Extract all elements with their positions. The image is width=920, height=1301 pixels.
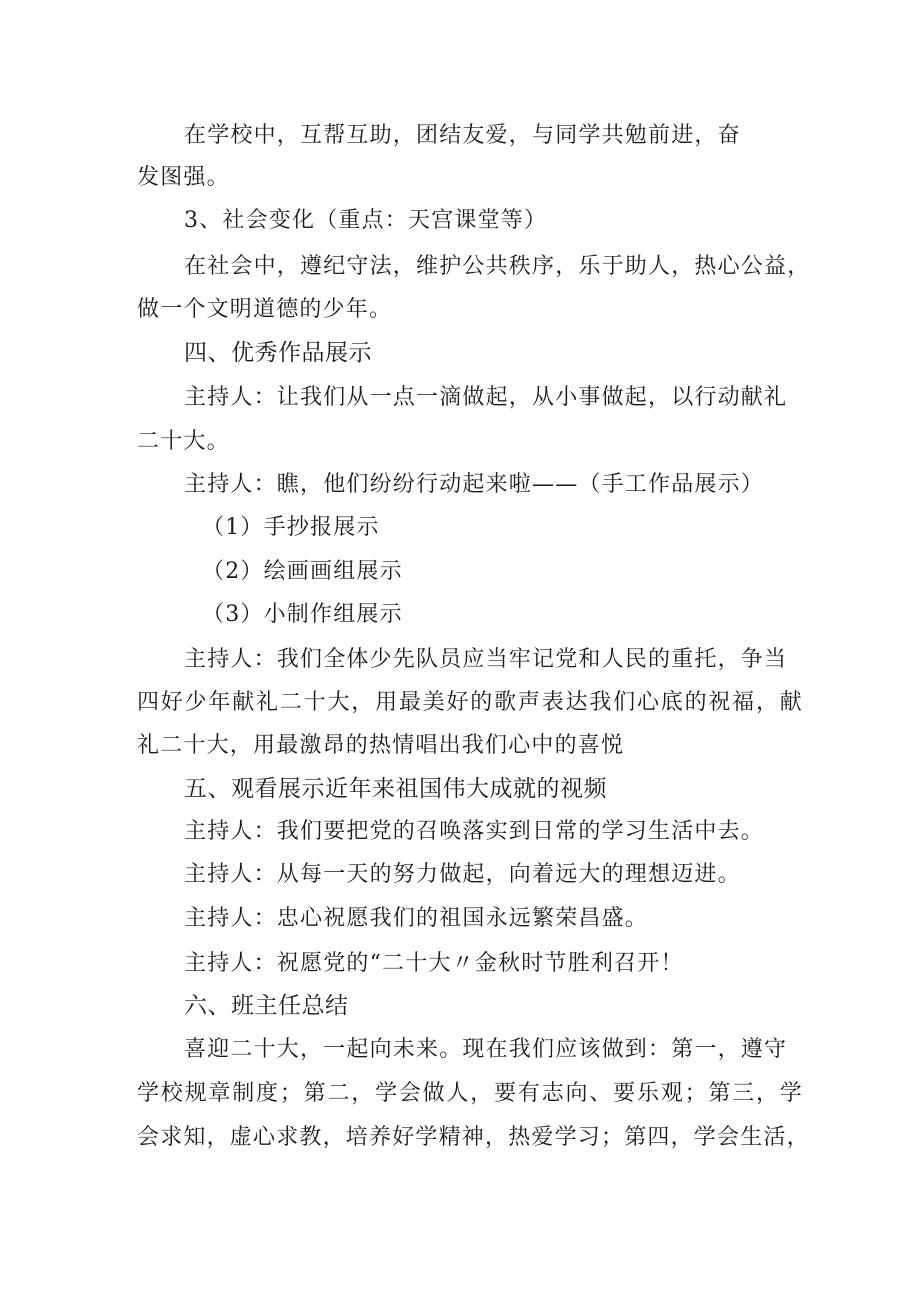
paragraph-line: 主持人：我们要把党的召唤落实到日常的学习生活中去。 bbox=[184, 819, 765, 844]
list-item: （3）小制作组展示 bbox=[202, 602, 403, 627]
paragraph-line: 主持人：让我们从一点一滴做起，从小事做起，以行动献礼 bbox=[184, 385, 788, 410]
paragraph-line: 礼二十大，用最激昂的热情唱出我们心中的喜悦 bbox=[137, 733, 625, 758]
paragraph-line: 二十大。 bbox=[137, 429, 230, 454]
paragraph-line: 学校规章制度；第二，学会做人，要有志向、要乐观；第三，学 bbox=[137, 1081, 803, 1106]
paragraph-line: 发图强。 bbox=[137, 165, 230, 190]
paragraph-line: 主持人：忠心祝愿我们的祖国永远繁荣昌盛。 bbox=[184, 906, 649, 931]
paragraph-line: 主持人：瞧，他们纷纷行动起来啦——（手工作品展示） bbox=[184, 472, 765, 497]
section-heading: 六、班主任总结 bbox=[184, 993, 349, 1019]
paragraph-line: 主持人：从每一天的努力做起，向着远大的理想迈进。 bbox=[184, 862, 741, 887]
list-item: （2）绘画画组展示 bbox=[202, 559, 403, 584]
paragraph-line: 在社会中，遵纪守法，维护公共秩序，乐于助人，热心公益， bbox=[184, 254, 811, 279]
paragraph-line: 主持人：我们全体少先队员应当牢记党和人民的重托，争当 bbox=[184, 647, 788, 672]
subsection-title: 3、社会变化（重点：天宫课堂等） bbox=[184, 208, 548, 233]
list-item: （1）手抄报展示 bbox=[202, 515, 380, 540]
section-heading: 五、观看展示近年来祖国伟大成就的视频 bbox=[184, 776, 607, 802]
paragraph-line: 做一个文明道德的少年。 bbox=[137, 297, 393, 322]
paragraph-line: 主持人：祝愿党的“二十大〃金秋时节胜利召开！ bbox=[184, 951, 684, 976]
section-heading: 四、优秀作品展示 bbox=[184, 340, 372, 366]
paragraph-line: 喜迎二十大，一起向未来。现在我们应该做到：第一，遵守 bbox=[184, 1037, 788, 1062]
paragraph-line: 四好少年献礼二十大，用最美好的歌声表达我们心底的祝福，献 bbox=[137, 690, 803, 715]
paragraph-line: 会求知，虚心求教，培养好学精神，热爱学习；第四，学会生活， bbox=[137, 1125, 810, 1150]
paragraph-line: 在学校中，互帮互助，团结友爱，与同学共勉前进，奋 bbox=[184, 123, 741, 148]
